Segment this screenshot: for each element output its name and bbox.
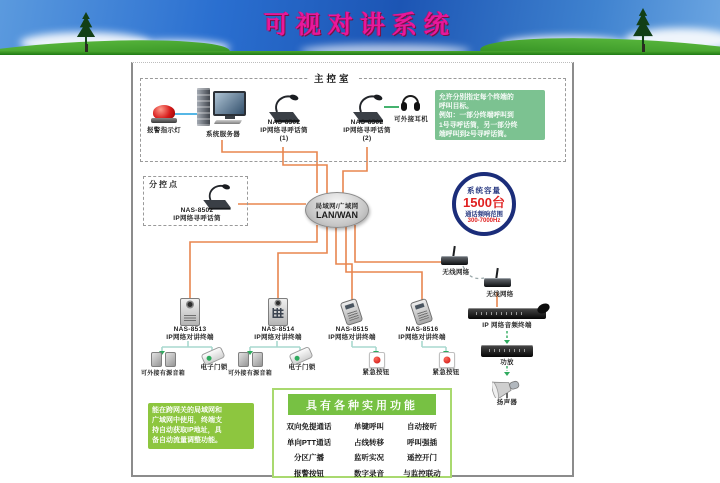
feature-item: 监听实况 — [354, 453, 384, 462]
emergency-button-2-icon — [439, 352, 455, 368]
speaker-pair-1-label: 可外接有源音箱 — [140, 371, 186, 377]
features-title: 具有各种实用功能 — [288, 394, 436, 415]
lan-wan-cloud: 局域网/广域网 LAN/WAN — [305, 192, 369, 228]
feature-item: 占线转移 — [354, 437, 384, 447]
paging-mic-2-label: NAS-8502 IP网络寻呼话筒 (2) — [343, 119, 391, 142]
sub-paging-mic-label: NAS-8502 IP网络寻呼话筒 — [173, 207, 221, 222]
main-room-label: 主控室 — [308, 71, 358, 85]
alarm-light-icon — [153, 105, 177, 123]
feature-item: 遥控开门 — [407, 453, 437, 462]
audio-terminal-icon — [468, 308, 546, 319]
headphones-icon — [400, 94, 422, 114]
grass-strip — [0, 51, 720, 55]
wireless-router-2-icon — [484, 268, 512, 288]
feature-item: 分区广播 — [294, 453, 324, 462]
feature-item: 数字录音 — [354, 468, 384, 478]
feature-item: 自动接听 — [407, 422, 437, 431]
terminal-8516-label: NAS-8516 IP网络对讲终端 — [398, 326, 446, 341]
feature-item: 与监控联动 — [403, 468, 441, 478]
speaker-pair-2-label: 可外接有源音箱 — [227, 371, 273, 377]
paging-mic-1-label: NAS-8502 IP网络寻呼话筒 (1) — [260, 119, 308, 142]
emergency-button-1-icon — [369, 352, 385, 368]
speaker-box-icon — [252, 352, 263, 367]
sky-banner — [0, 0, 720, 55]
horn-speaker-label: 扬声器 — [496, 399, 518, 406]
feature-item: 双向免提通话 — [286, 422, 332, 431]
terminal-8514-icon — [268, 298, 288, 326]
features-grid — [274, 421, 450, 479]
speaker-box-icon — [238, 352, 249, 367]
feature-item: 呼叫强插 — [407, 437, 437, 447]
feature-item: 单键呼叫 — [354, 422, 384, 431]
sub-control-label: 分控点 — [149, 180, 179, 189]
emergency-button-1-label: 紧急按钮 — [362, 369, 390, 376]
capacity-badge: 系统容量 1500台 通话频响范围 300-7000Hz — [452, 172, 516, 236]
call-target-note: 允许分别指定每个终端的 呼叫目标。 例如：一部分终端呼叫到 1号寻呼话筒，另一部分终 端呼叫到2号寻呼话筒。 — [435, 90, 545, 140]
page-title: 可视对讲系统 — [263, 11, 456, 39]
terminal-8514-label: NAS-8514 IP网络对讲终端 — [254, 326, 302, 341]
terminal-8513-icon — [180, 298, 200, 326]
server-label: 系统服务器 — [206, 131, 240, 138]
wireless-router-1-icon — [441, 246, 469, 266]
emergency-button-2-label: 紧急按钮 — [432, 369, 460, 376]
server-icon — [197, 88, 249, 130]
audio-terminal-label: IP 网络音频终端 — [482, 322, 532, 329]
wireless-label-1: 无线网络 — [442, 269, 470, 276]
feature-item: 报警按钮 — [294, 468, 324, 478]
door-lock-1-label: 电子门锁 — [200, 364, 228, 371]
door-lock-2-label: 电子门锁 — [288, 364, 316, 371]
feature-item: 单向PTT通话 — [286, 437, 332, 447]
horn-speaker-icon — [492, 376, 524, 398]
features-box — [272, 388, 452, 478]
network-capability-note: 能在跨网关的局域网和 广域网中使用，终端支 持自动获取IP地址，具 备自动流量调整功能。 — [148, 403, 254, 449]
terminal-8513-label: NAS-8513 IP网络对讲终端 — [166, 326, 214, 341]
alarm-light-label: 报警指示灯 — [147, 127, 181, 134]
amplifier-icon — [481, 345, 533, 357]
speaker-box-icon — [151, 352, 162, 367]
speaker-box-icon — [165, 352, 176, 367]
headphones-label: 可外接耳机 — [394, 116, 428, 123]
wireless-label-2: 无线网络 — [486, 291, 514, 298]
amplifier-label: 功放 — [500, 359, 514, 366]
terminal-8515-label: NAS-8515 IP网络对讲终端 — [328, 326, 376, 341]
